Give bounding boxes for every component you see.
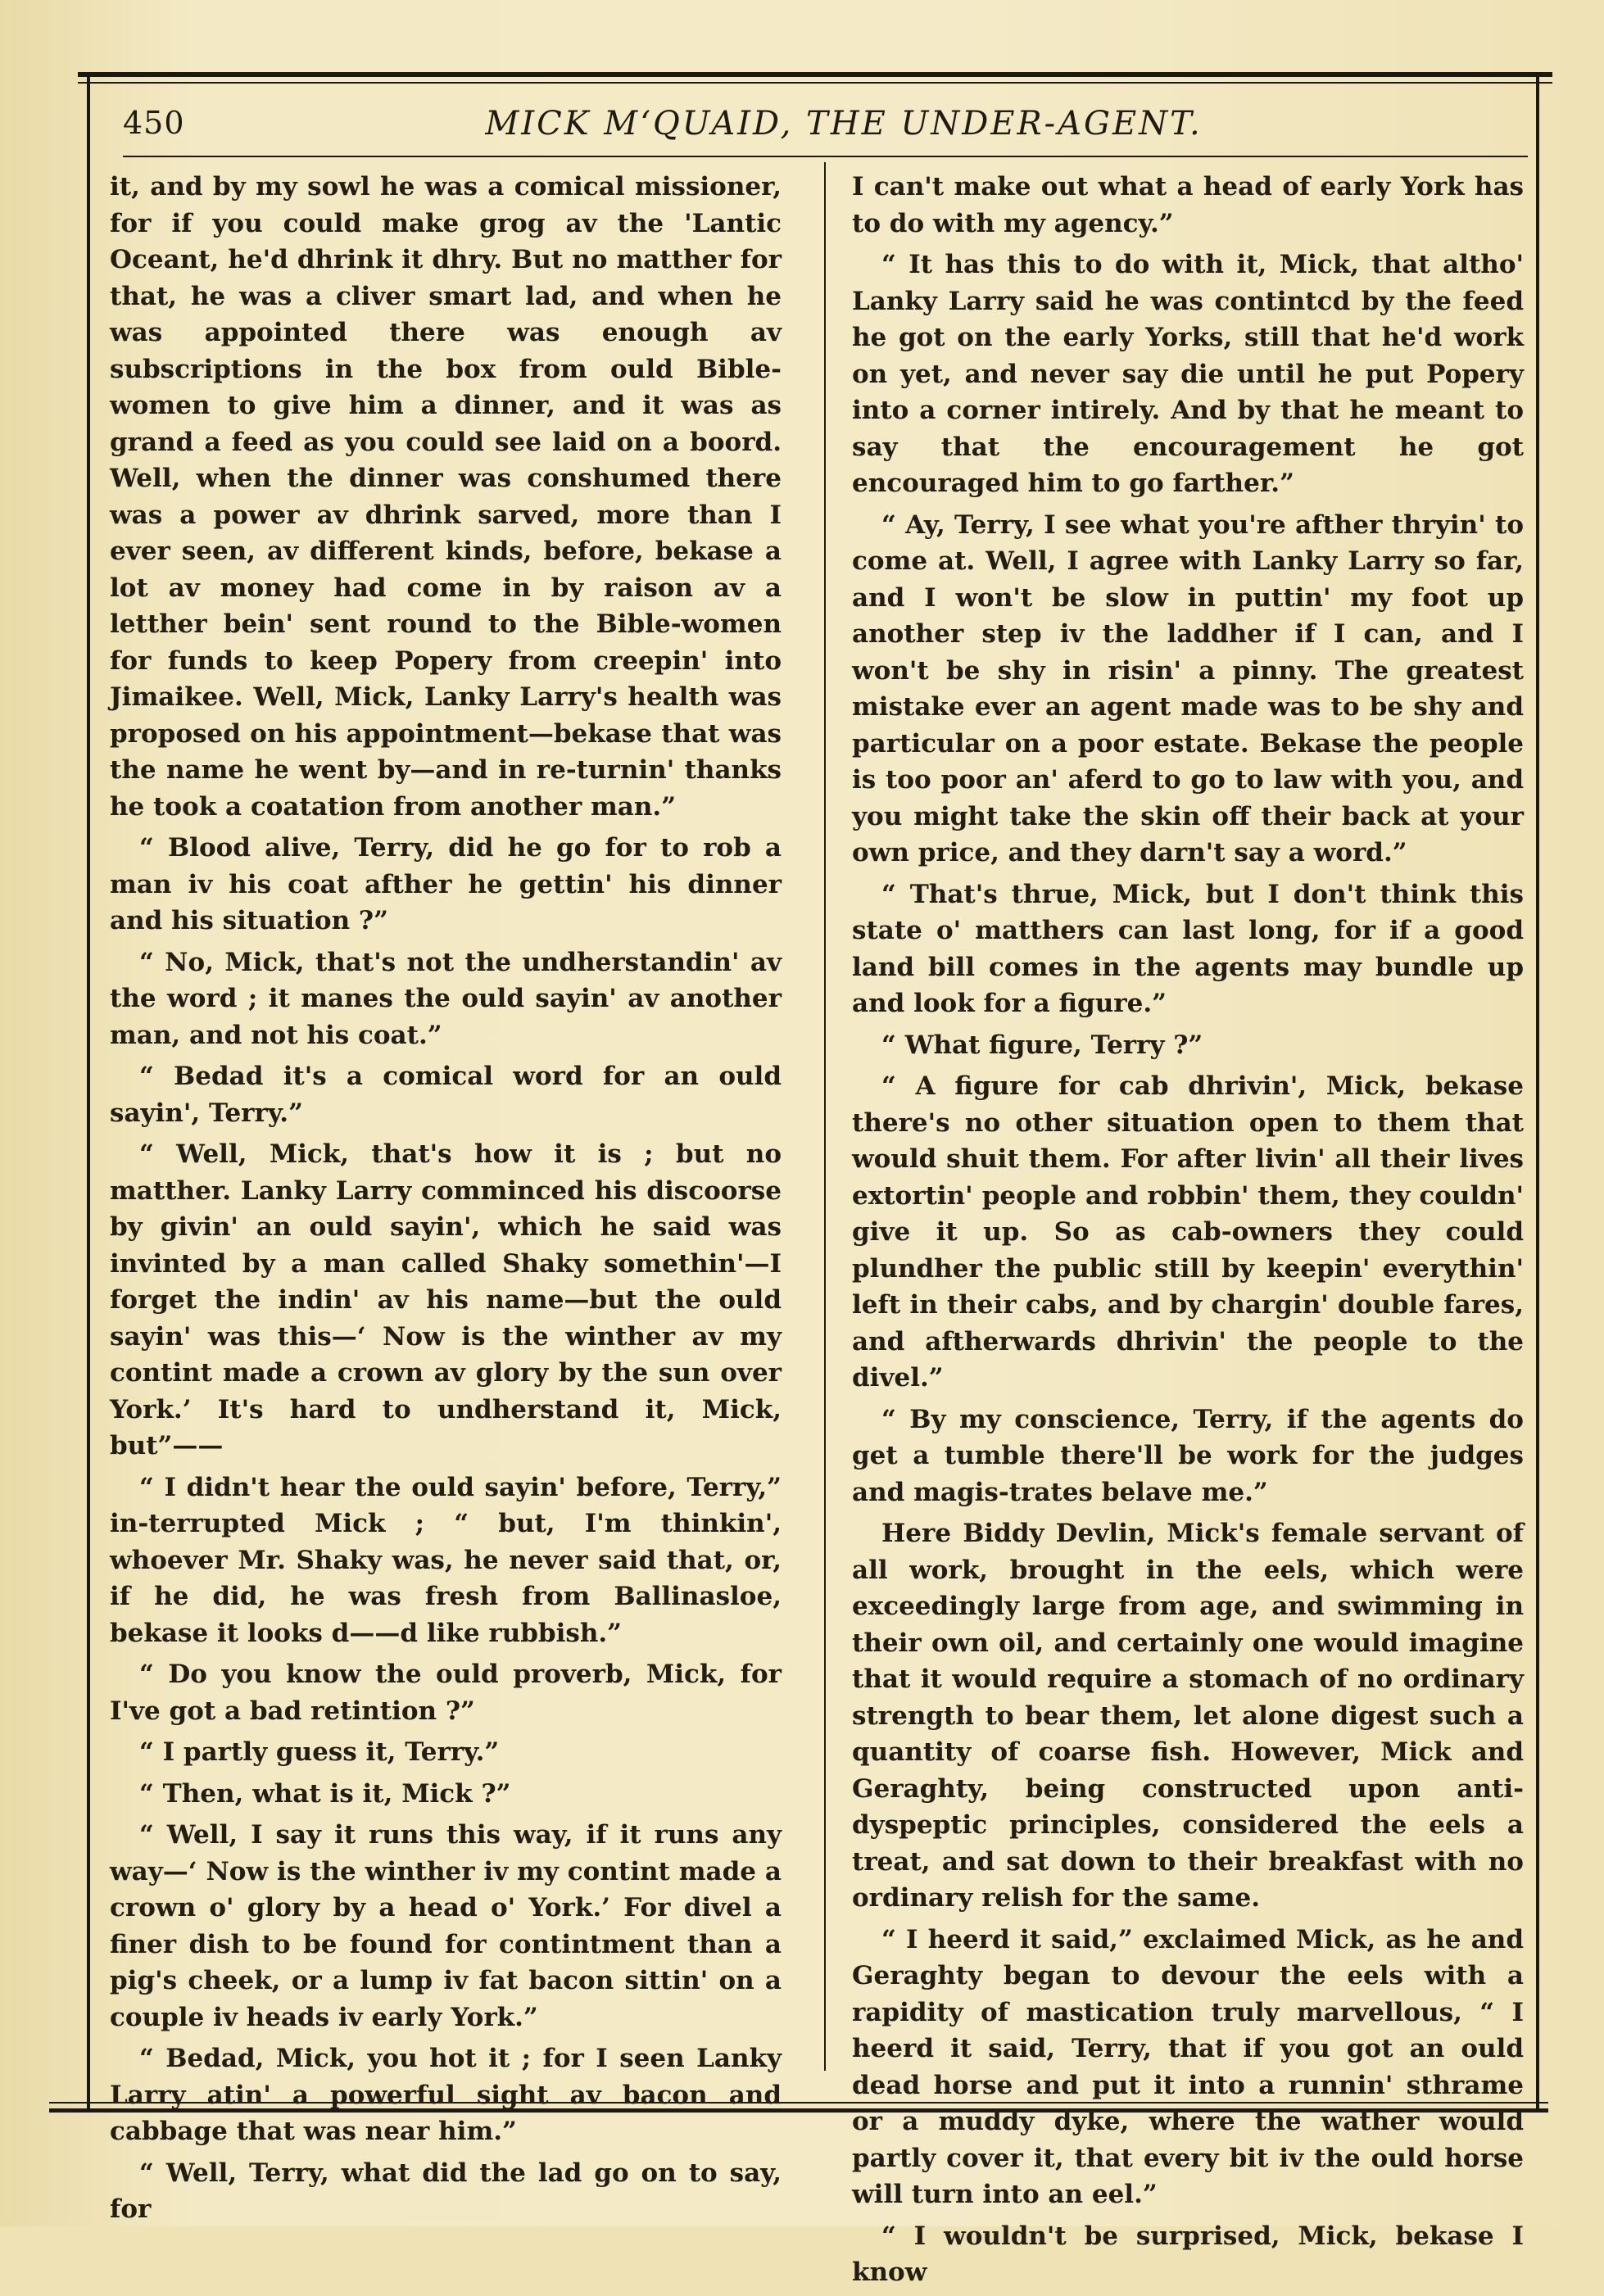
page-header [123,97,1540,154]
right-border-rule [1536,77,1539,2108]
paragraph: “ That's thrue, Mick, but I don't think this state o' matthers can last long, for if a good land bill comes in the agents may bundle up and look for a figure.” [852,879,1524,1018]
paragraph: “ Well, Mick, that's how it is ; but no matther. Lanky Larry comminced his discoorse by givin' an ould sayin', which he said was invinted by a man called Shaky somethin'—I forget the indin' av his name—but the ould sayin' was this—‘ Now is the winther av my contint made a crown av glory by the sun over York.’ It's hard to undherstand it, Mick, but”—— [110,1139,782,1460]
paragraph: “ Then, what is it, Mick ?” [139,1778,511,1809]
paragraph: “ Do you know the ould proverb, Mick, for I've got a bad retintion ?” [110,1660,782,1726]
left-text-column [110,169,782,2233]
paragraph: “ I didn't hear the ould sayin' before, Terry,” in-terrupted Mick ; “ but, I'm thinkin', whoever Mr. Shaky was, he never said that, or, if he did, he was fresh from Ballinasloe, bekase it looks d——d like rubbish.” [110,1472,782,1648]
top-border-rule-thick [78,72,1552,77]
running-head-title: MICK M‘QUAID, THE UNDER-AGENT. [485,105,1203,143]
left-border-rule [87,77,90,2108]
column-divider-rule [824,162,826,2071]
paragraph: “ No, Mick, that's not the undherstandin' av the word ; it manes the ould sayin' av another man, and not his coat.” [110,947,782,1050]
paragraph: “ I heerd it said,” exclaimed Mick, as he and Geraghty began to devour the eels with a rapidity of mastication truly marvellous, “ I heerd it said, Terry, that if you got an ould dead horse and put it into a runnin' sthrame or a muddy dyke, where the wather would partly cover it, that every bit iv the ould horse will turn into an eel.” [852,1924,1524,2209]
header-divider-rule [123,156,1528,157]
paragraph: “ A figure for cab dhrivin', Mick, bekase there's no other situation open to them that would shuit them. For after livin' all their lives extortin' people and robbin' them, they couldn' give it up. So as cab-owners they could plundher the public still by keepin' everythin' left in their cabs, and by chargin' double fares, and aftherwards dhrivin' the people to the divel.” [852,1071,1524,1393]
paragraph: “ I partly guess it, Terry.” [139,1737,500,1767]
paragraph: Here Biddy Devlin, Mick's female servant of all work, brought in the eels, which were exceedingly large from age, and swimming in their own oil, and certainly one would imagine that it would require a stomach of no ordinary strength to bear them, let alone digest such a quantity of coarse fish. However, Mick and Geraghty, being constructed upon anti-dyspeptic principles, considered the eels a treat, and sat down to their breakfast with no ordinary relish for the same. [852,1519,1524,1913]
paragraph: “ What figure, Terry ?” [881,1030,1203,1060]
paragraph: “ Bedad, Mick, you hot it ; for I seen Lanky Larry atin' a powerful sight av bacon and cabbage that was near him.” [110,2044,782,2146]
right-text-column [852,169,1524,2296]
paragraph: “ Ay, Terry, I see what you're afther thryin' to come at. Well, I agree with Lanky Larry so far, and I won't be slow in puttin' my foot up another step iv the laddher if I can, and I won't be shy in risin' a pinny. The greatest mistake ever an agent made was to be shy and particular on a poor estate. Bekase the people is too poor an' aferd to go to law with you, and you might take the skin off their back at your own price, and they darn't say a word.” [852,509,1524,867]
paragraph: “ Bedad it's a comical word for an ould sayin', Terry.” [110,1062,782,1128]
paragraph: “ It has this to do with it, Mick, that altho' Lanky Larry said he was contintcd by the feed he got on the early Yorks, still that he'd work on yet, and never say die until he put Popery into a corner intirely. And by that he meant to say that the encouragement he got encouraged him to go farther.” [852,250,1524,498]
paragraph: “ By my conscience, Terry, if the agents do get a tumble there'll be work for the judges and magis-trates belave me.” [852,1404,1524,1507]
paragraph: “ Blood alive, Terry, did he go for to rob a man iv his coat afther he gettin' his dinner and his situation ?” [110,833,782,935]
paragraph: “ Well, Terry, what did the lad go on to say, for [110,2158,782,2224]
paragraph: “ I wouldn't be surprised, Mick, bekase I know [852,2221,1524,2287]
paragraph: I can't make out what a head of early York has to do with my agency.” [852,172,1524,238]
paragraph: “ Well, I say it runs this way, if it runs any way—‘ Now is the winther iv my contint made a crown o' glory by a head o' York.’ For divel a finer dish to be found for contintment than a pig's cheek, or a lump iv fat bacon sittin' on a couple iv heads iv early York.” [110,1820,782,2032]
page-number: 450 [123,105,185,141]
top-border-rule-thin [78,82,1552,84]
paragraph: it, and by my sowl he was a comical missioner, for if you could make grog av the 'Lantic Oceant, he'd dhrink it dhry. But no matther for that, he was a cliver smart lad, and when he was appointed there was enough av subscriptions in the box from ould Bible-women to give him a dinner, and it was as grand a feed as you could see laid on a boord. Well, when the dinner was conshumed there was a power av dhrink sarved, more than I ever seen, av different kinds, before, bekase a lot av money had come in by raison av a letther bein' sent round to the Bible-women for funds to keep Popery from creepin' into Jimaikee. Well, Mick, Lanky Larry's health was proposed on his appointment—bekase that was the name he went by—and in re-turnin' thanks he took a coatation from another man.” [110,172,782,822]
